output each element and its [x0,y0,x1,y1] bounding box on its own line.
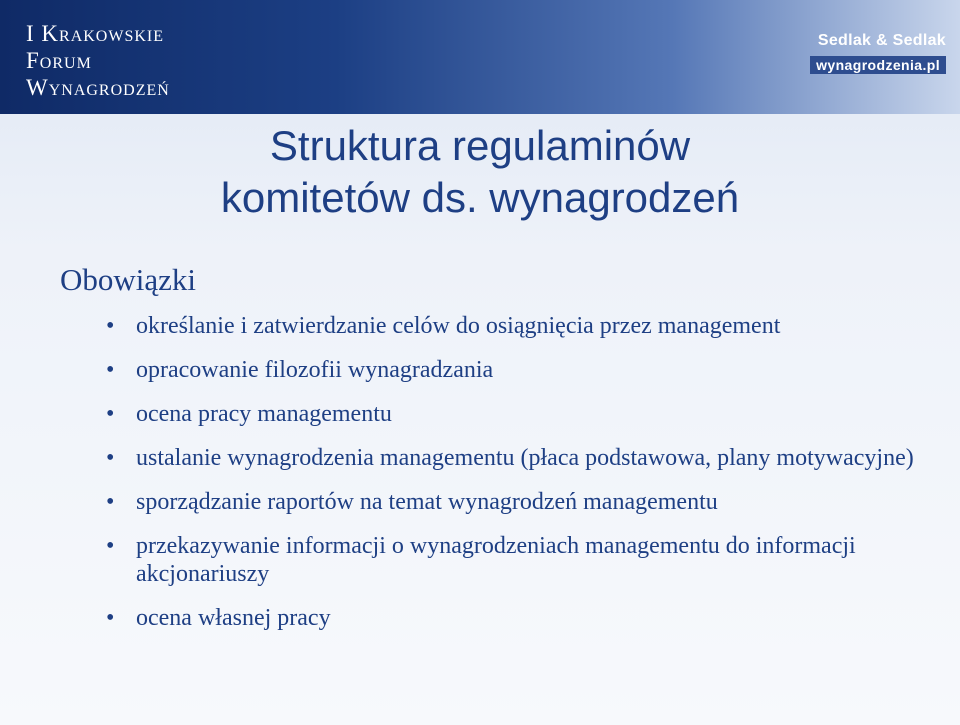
list-item-text: sporządzanie raportów na temat wynagrodzeń managementu [136,489,718,515]
list-item-text: ocena pracy managementu [136,401,392,427]
list-item [106,312,936,340]
list-item [106,488,936,516]
bullet-icon: • [106,313,115,339]
list-item-text: przekazywanie informacji o wynagrodzeniach managementu do informacji akcjonariuszy [136,533,856,587]
bullet-icon: • [106,357,115,383]
forum-logo-line-3: Wynagrodzeń [26,75,170,100]
header-banner [0,0,960,114]
bullet-icon: • [106,489,115,515]
bullet-icon: • [106,445,115,471]
list-item [106,532,936,588]
slide-title-line-1: Struktura regulaminów [269,122,691,169]
list-item [106,604,936,632]
list-item-text: opracowanie filozofii wynagradzania [136,357,494,383]
partner-url: wynagrodzenia.pl [810,56,946,74]
list-item [106,400,936,428]
list-item-text: określanie i zatwierdzanie celów do osiągnięcia przez management [136,313,781,339]
bullet-icon: • [106,605,115,631]
partner-name: Sedlak & Sedlak [817,32,946,49]
slide-title [0,120,960,224]
partner-logo [810,32,946,74]
list-item [106,444,936,472]
list-item-text: ustalanie wynagrodzenia managementu (płaca podstawowa, plany motywacyjne) [136,445,914,471]
list-item [106,356,936,384]
forum-logo-line-2: Forum [26,48,92,73]
slide-title-line-2: komitetów ds. wynagrodzeń [220,174,740,221]
duties-list [106,312,936,648]
forum-logo-line-1: I Krakowskie [26,21,165,46]
section-heading: Obowiązki [60,262,197,297]
bullet-icon: • [106,533,115,559]
bullet-icon: • [106,401,115,427]
list-item-text: ocena własnej pracy [136,605,331,631]
forum-logo [26,20,170,101]
